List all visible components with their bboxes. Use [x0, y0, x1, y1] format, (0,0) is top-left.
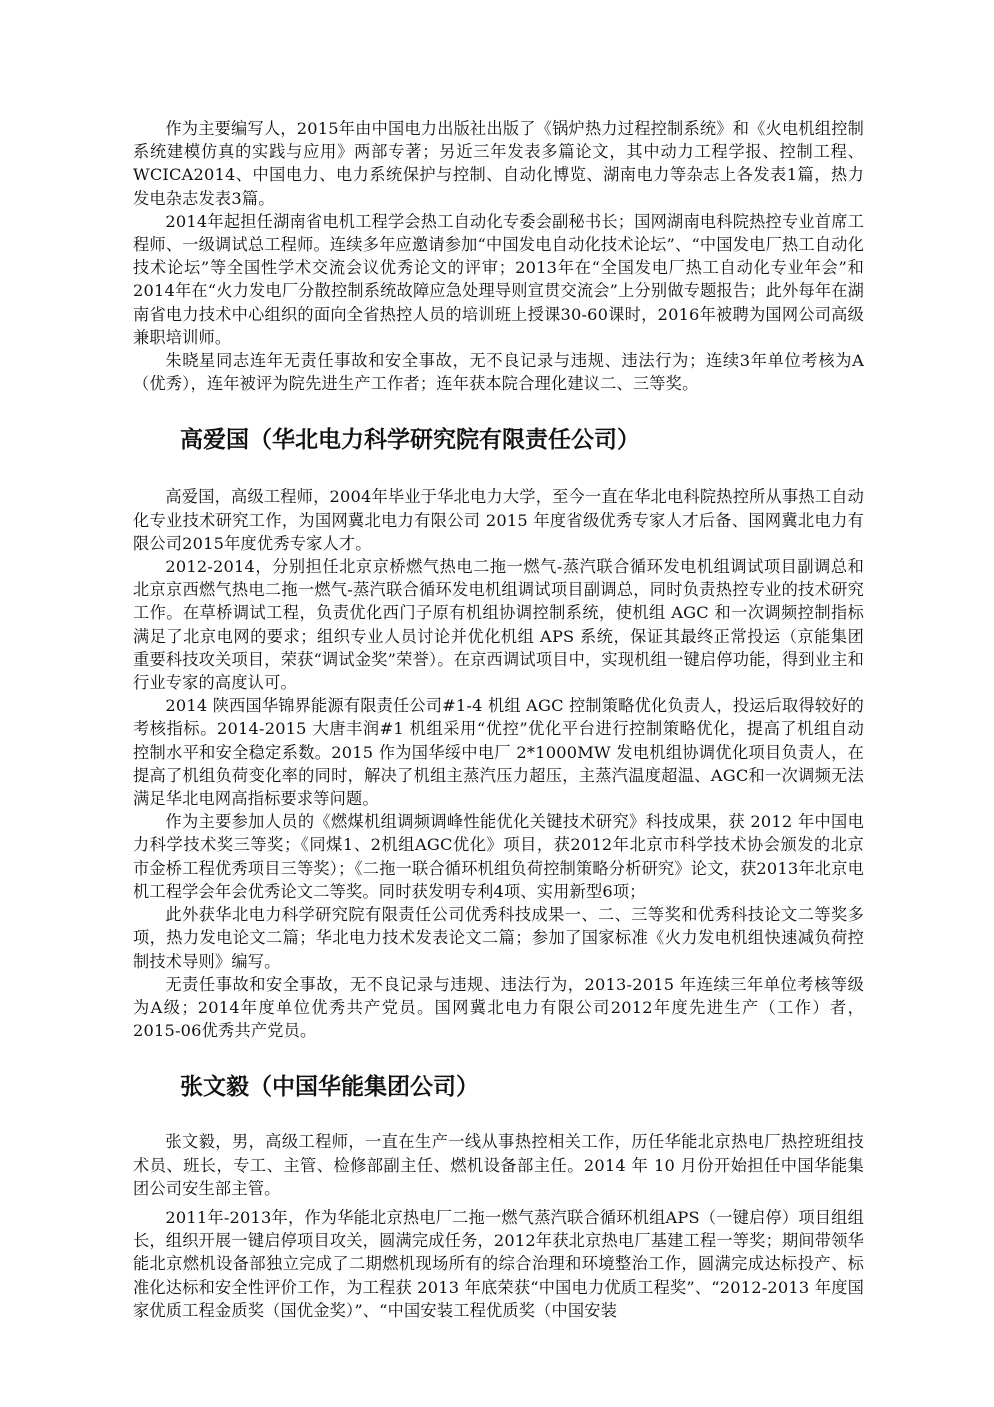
paragraph: 2014年起担任湖南省电机工程学会热工自动化专委会副秘书长；国网湖南电科院热控专业首席工程师、一级调试总工程师。连续多年应邀请参加“中国发电自动化技术论坛”、“中国发电厂热工自动化技术论坛”等全国性学术交流会议优秀论文的评审；2013年在“全国发电厂热工自动化专业年会”和2014年在“火力发电厂分散控制系统故障应急处理导则宣贯交流会”上分别做专题报告；此外每年在湖南省电力技术中心组织的面向全省热控人员的培训班上授课30-60课时，2016年被聘为国网公司高级兼职培训师。 — [133, 211, 864, 347]
paragraph: 高爱国，高级工程师，2004年毕业于华北电力大学，至今一直在华北电科院热控所从事热工自动化专业技术研究工作，为国网冀北电力有限公司 2015 年度省级优秀专家人才后备、国网冀北电力有限公司2015年度优秀专家人才。 — [133, 487, 864, 553]
paragraph: 2012-2014，分别担任北京京桥燃气热电二拖一燃气-蒸汽联合循环发电机组调试项目副调总和北京京西燃气热电二拖一燃气-蒸汽联合循环发电机组调试项目副调总，同时负责热控专业的技术研究工作。在草桥调试工程，负责优化西门子原有机组协调控制系统，使机组 AGC 和一次调频控制指标满足了北京电网的要求；组织专业人员讨论并优化机组 APS 系统，保证其最终正常投运（京能集团重要科技攻关项目，荣获“调试金奖”荣誉）。在京西调试项目中，实现机组一键启停功能，得到业主和行业专家的高度认可。 — [133, 557, 864, 693]
document-page — [133, 117, 864, 1322]
paragraph: 张文毅，男，高级工程师，一直在生产一线从事热控相关工作，历任华能北京热电厂热控班组技术员、班长，专工、主管、检修部副主任、燃机设备部主任。2014 年 10 月份开始担任中国华能集团公司安生部主管。 — [133, 1132, 864, 1198]
section-heading-gao-aiguo: 高爱国（华北电力科学研究院有限责任公司） — [180, 427, 640, 454]
paragraph: 作为主要参加人员的《燃煤机组调频调峰性能优化关键技术研究》科技成果，获 2012 年中国电力科学技术奖三等奖；《同煤1、2机组AGC优化》项目，获2012年北京市科学技术协会颁发的北京市金桥工程优秀项目三等奖）；《二拖一联合循环机组负荷控制策略分析研究》论文，获2013年北京电机工程学会年会优秀论文二等奖。同时获发明专利4项、实用新型6项； — [133, 812, 864, 901]
paragraph: 此外获华北电力科学研究院有限责任公司优秀科技成果一、二、三等奖和优秀科技论文二等奖多项，热力发电论文二篇；华北电力技术发表论文二篇；参加了国家标准《火力发电机组快速减负荷控制技术导则》编写。 — [133, 905, 864, 971]
paragraph: 2014 陕西国华锦界能源有限责任公司#1-4 机组 AGC 控制策略优化负责人，投运后取得较好的考核指标。2014-2015 大唐丰润#1 机组采用“优控”优化平台进行控制策略优化，提高了机组自动控制水平和安全稳定系数。2015 作为国华绥中电厂 2*1000MW 发电机组协调优化项目负责人，在提高了机组负荷变化率的同时，解决了机组主蒸汽压力超压，主蒸汽温度超温、AGC和一次调频无法满足华北电网高指标要求等问题。 — [133, 696, 864, 809]
section-heading-zhang-wenyi: 张文毅（中国华能集团公司） — [180, 1074, 479, 1101]
paragraph: 朱晓星同志连年无责任事故和安全事故，无不良记录与违规、违法行为；连续3年单位考核为A（优秀），连年被评为院先进生产工作者；连年获本院合理化建议二、三等奖。 — [133, 351, 864, 394]
paragraph: 无责任事故和安全事故，无不良记录与违规、违法行为，2013-2015 年连续三年单位考核等级为A级；2014年度单位优秀共产党员。国网冀北电力有限公司2012年度先进生产（工作）者， 2015-06优秀共产党员。 — [133, 974, 864, 1041]
paragraph: 2011年-2013年，作为华能北京热电厂二拖一燃气蒸汽联合循环机组APS（一键启停）项目组组长，组织开展一键启停项目攻关，圆满完成任务，2012年获北京热电厂基建工程一等奖；期间带领华能北京燃机设备部独立完成了二期燃机现场所有的综合治理和环境整治工作，圆满完成达标投产、标准化达标和安全性评价工作，为工程获 2013 年底荣获“中国电力优质工程奖”、“2012-2013 年度国家优质工程金质奖（国优金奖）”、“中国安装工程优质奖（中国安装 — [133, 1207, 864, 1320]
paragraph: 作为主要编写人，2015年由中国电力出版社出版了《锅炉热力过程控制系统》和《火电机组控制系统建模仿真的实践与应用》两部专著；另近三年发表多篇论文，其中动力工程学报、控制工程、WCICA2014、中国电力、电力系统保护与控制、自动化博览、湖南电力等杂志上各发表1篇，热力发电杂志发表3篇。 — [133, 119, 864, 208]
